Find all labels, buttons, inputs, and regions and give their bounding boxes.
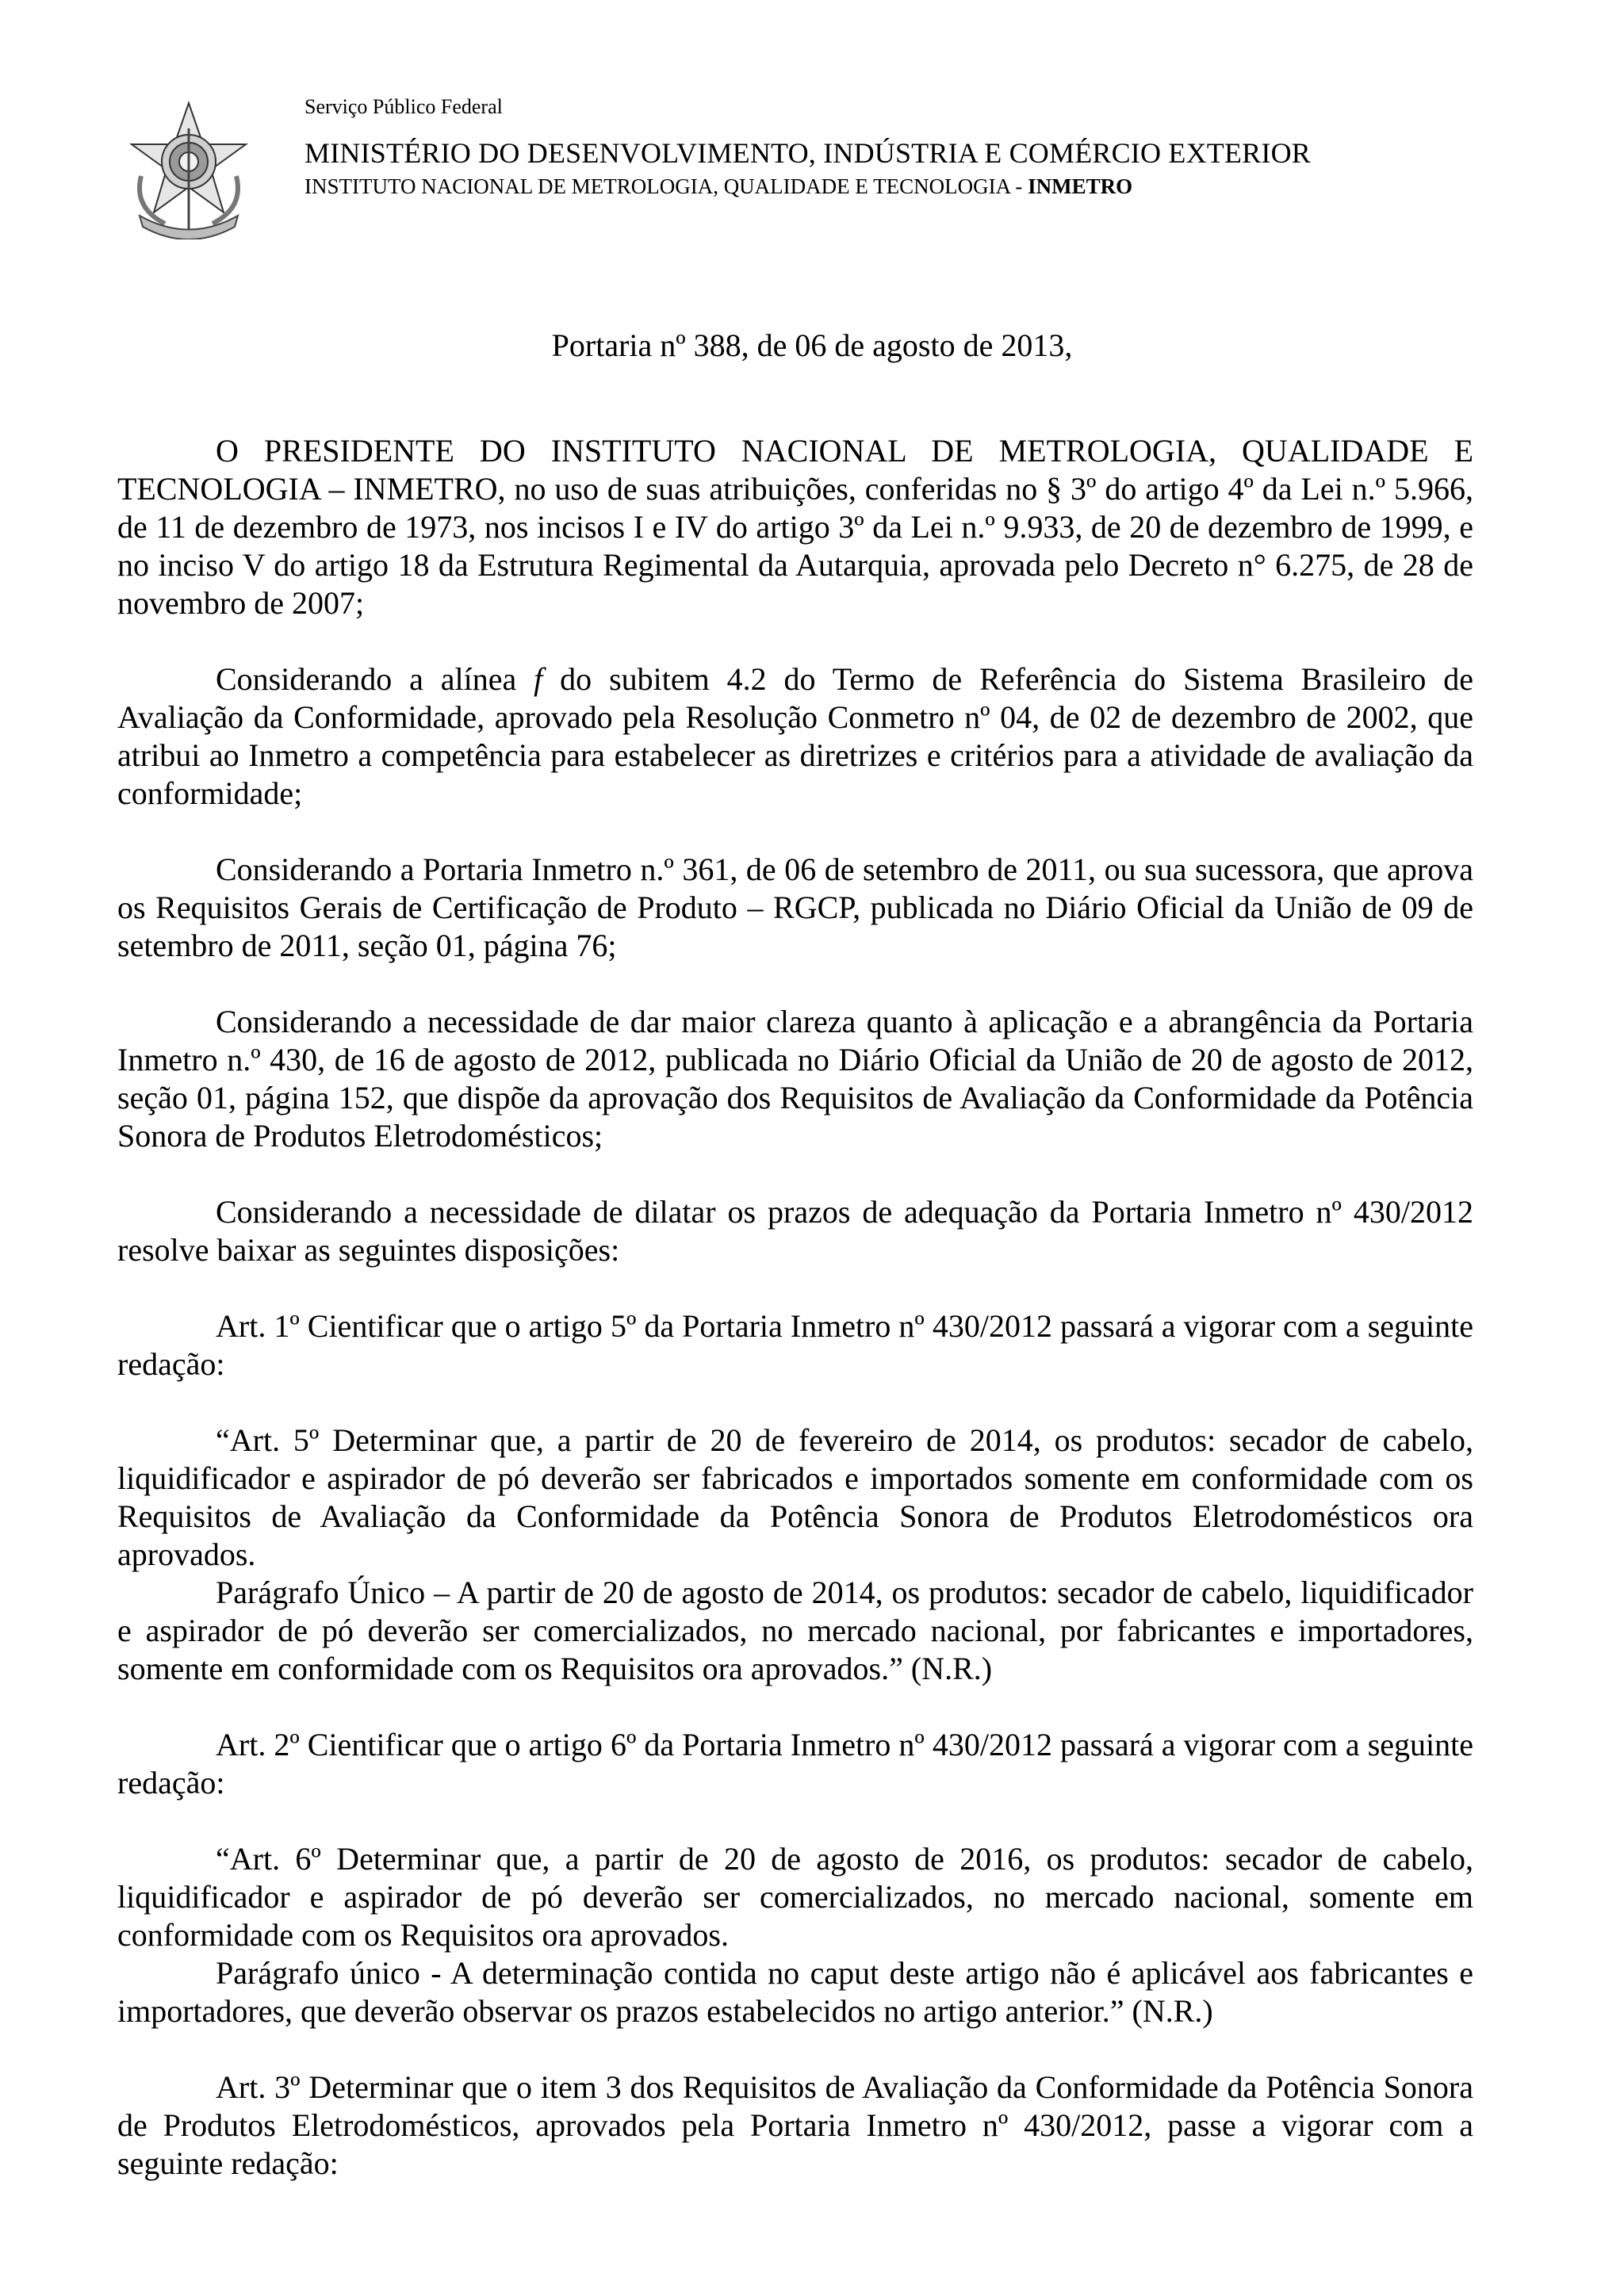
paragraph-article-5-sole: Parágrafo Único – A partir de 20 de agosto de 2014, os produtos: secador de cabelo, liquidificador e aspirador de pó deverão ser comercializados, no mercado nacional, por fabricantes e importadores, somente em conformidade com os Requisitos ora aprovados.” (N.R.) <box>117 1575 1473 1686</box>
ministry-name: MINISTÉRIO DO DESENVOLVIMENTO, INDÚSTRIA E COMÉRCIO EXTERIOR <box>304 137 1311 169</box>
text-run: do subitem 4.2 do Termo de Referência do Sistema Brasileiro de Avaliação da Conformidade, aprovado pela Resolução Conmetro nº 04, de 02 de dezembro de 2002, que atribui ao Inmetro a competência para estabelecer as diretrizes e critérios para a atividade de avaliação da conformidade; <box>117 661 1474 811</box>
institute-acronym: INMETRO <box>1028 174 1133 198</box>
institute-name <box>304 174 1132 199</box>
paragraph-article-6-quote: “Art. 6º Determinar que, a partir de 20 de agosto de 2016, os produtos: secador de cabelo, liquidificador e aspirador de pó deverão ser comercializados, no mercado nacional, somente em conformidade com os Requisitos ora aprovados. <box>117 1841 1473 1953</box>
paragraph-article-5-quote: “Art. 5º Determinar que, a partir de 20 de fevereiro de 2014, os produtos: secador de cabelo, liquidificador e aspirador de pó deverão ser fabricados e importados somente em conformidade com os Requisitos de Avaliação da Conformidade da Potência Sonora de Produtos Eletrodomésticos ora aprovados. <box>117 1422 1473 1572</box>
italic-letter: f <box>534 661 543 697</box>
paragraph-article-1: Art. 1º Cientificar que o artigo 5º da Portaria Inmetro nº 430/2012 passará a vigorar com a seguinte redação: <box>117 1308 1473 1382</box>
paragraph-article-3: Art. 3º Determinar que o item 3 dos Requisitos de Avaliação da Conformidade da Potência Sonora de Produtos Eletrodomésticos, aprovados pela Portaria Inmetro nº 430/2012, passe a vigorar com a seguinte redação: <box>117 2069 1473 2181</box>
document-body <box>117 432 1473 2221</box>
paragraph-considering-4: Considerando a necessidade de dilatar os prazos de adequação da Portaria Inmetro nº 430/2012 resolve baixar as seguintes disposições: <box>117 1194 1473 1268</box>
paragraph-considering-3: Considerando a necessidade de dar maior clareza quanto à aplicação e a abrangência da Portaria Inmetro n.º 430, de 16 de agosto de 2012, publicada no Diário Oficial da União de 20 de agosto de 2012, seção 01, página 152, que dispõe da aprovação dos Requisitos de Avaliação da Conformidade da Potência Sonora de Produtos Eletrodomésticos; <box>117 1004 1473 1154</box>
document-title: Portaria nº 388, de 06 de agosto de 2013, <box>551 327 1073 363</box>
brazil-coat-of-arms-icon <box>117 97 260 239</box>
service-label: Serviço Público Federal <box>304 95 503 118</box>
paragraph-considering-1 <box>117 660 1473 813</box>
paragraph-article-2: Art. 2º Cientificar que o artigo 6º da Portaria Inmetro nº 430/2012 passará a vigorar com a seguinte redação: <box>117 1727 1473 1800</box>
paragraph-article-6-sole: Parágrafo único - A determinação contida no caput deste artigo não é aplicável aos fabricantes e importadores, que deverão observar os prazos estabelecidos no artigo anterior.” (N.R.) <box>117 1955 1473 2029</box>
paragraph-considering-2: Considerando a Portaria Inmetro n.º 361, de 06 de setembro de 2011, ou sua sucessora, que aprova os Requisitos Gerais de Certificação de Produto – RGCP, publicada no Diário Oficial da União de 09 de setembro de 2011, seção 01, página 76; <box>117 851 1473 963</box>
paragraph-preamble: O PRESIDENTE DO INSTITUTO NACIONAL DE METROLOGIA, QUALIDADE E TECNOLOGIA – INMETRO, no uso de suas atribuições, conferidas no § 3º do artigo 4º da Lei n.º 5.966, de 11 de dezembro de 1973, nos incisos I e IV do artigo 3º da Lei n.º 9.933, de 20 de dezembro de 1999, e no inciso V do artigo 18 da Estrutura Regimental da Autarquia, aprovada pelo Decreto n° 6.275, de 28 de novembro de 2007; <box>117 433 1473 621</box>
text-run: Considerando a alínea <box>216 661 517 697</box>
institute-full-name: INSTITUTO NACIONAL DE METROLOGIA, QUALIDADE E TECNOLOGIA - <box>304 174 1023 198</box>
